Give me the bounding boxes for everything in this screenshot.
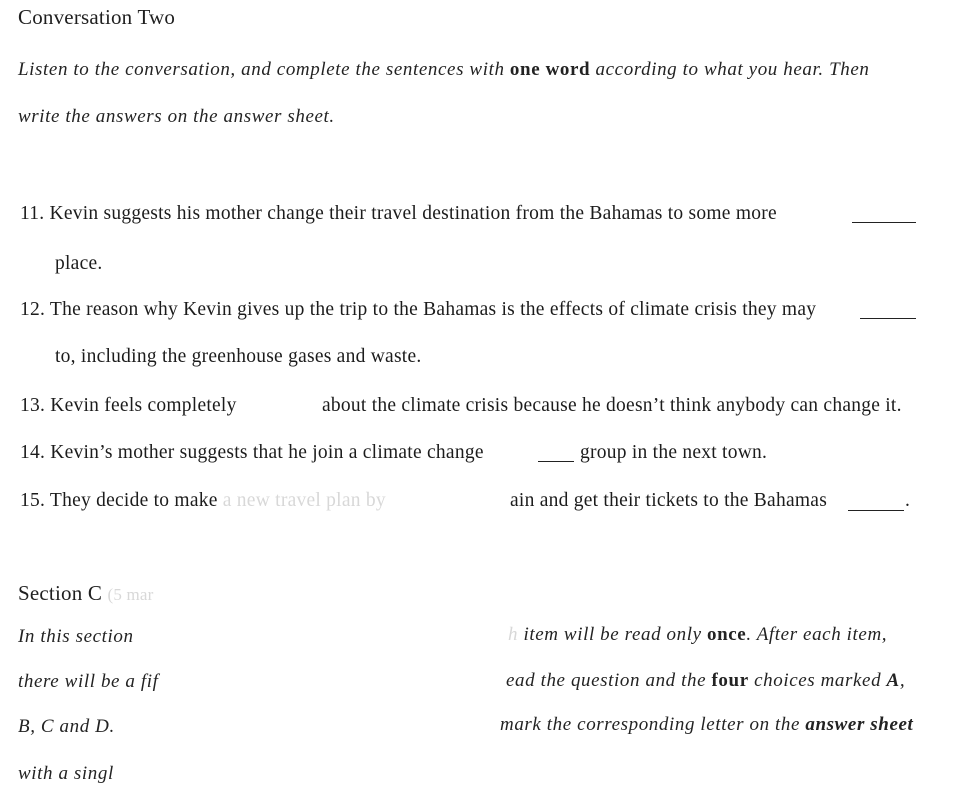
answer-blank-12[interactable] [860, 318, 916, 319]
answer-blank-14[interactable] [538, 461, 574, 462]
section-c-heading [18, 581, 154, 606]
question-12-continuation: to, including the greenhouse gases and waste. [55, 346, 422, 367]
section-c-line-2a: there will be a fif [18, 671, 159, 692]
question-text-faded: a new travel plan by [222, 490, 386, 511]
answer-blank-15[interactable] [848, 510, 904, 511]
question-13-continuation: about the climate crisis because he doesn’t think anybody can change it. [322, 395, 902, 416]
question-14-continuation: group in the next town. [580, 442, 768, 463]
section-heading: Conversation Two [18, 5, 176, 29]
question-number: 14. [20, 442, 46, 463]
section-c-line-3b [500, 714, 913, 736]
section-c-text: choices marked [748, 670, 887, 691]
instruction-line-1 [18, 59, 869, 81]
answer-blank-11[interactable] [852, 222, 916, 223]
question-13 [20, 395, 237, 417]
question-text: The reason why Kevin gives up the trip to the Bahamas is the effects of climate crisis they may [49, 299, 817, 320]
section-c-line-1b [508, 624, 887, 646]
instruction-text: according to what you hear. Then [590, 59, 870, 80]
section-c-emphasis: A [886, 670, 900, 691]
section-c-emphasis: four [711, 670, 749, 691]
question-text: Kevin suggests his mother change their travel destination from the Bahamas to some more [49, 203, 777, 224]
section-c-marks-faded: (5 mar [107, 585, 154, 604]
question-14 [20, 442, 484, 464]
instruction-line-2: write the answers on the answer sheet. [18, 106, 335, 127]
section-c-text: item will be read only [518, 624, 707, 645]
question-number: 11. [20, 203, 45, 224]
question-15-end: . [905, 490, 911, 511]
question-text: Kevin’s mother suggests that he join a climate change [50, 442, 484, 463]
question-text: They decide to make [49, 490, 218, 511]
section-c-emphasis: once [707, 624, 747, 645]
section-c-text: ead the question and the [506, 670, 712, 691]
instruction-text: Listen to the conversation, and complete the sentences with [18, 59, 510, 80]
section-c-line-2b [506, 670, 905, 692]
instruction-emphasis: one word [509, 59, 591, 80]
section-c-text: mark the corresponding letter on the [500, 714, 806, 735]
section-c-emphasis: answer sheet [805, 714, 914, 735]
question-number: 13. [20, 395, 46, 416]
section-c-line-1a: In this section [18, 626, 134, 647]
question-11-continuation: place. [55, 253, 103, 274]
question-15 [20, 490, 386, 512]
section-c-text: , [899, 670, 906, 691]
question-12 [20, 299, 816, 321]
question-number: 15. [20, 490, 46, 511]
question-text: Kevin feels completely [50, 395, 237, 416]
question-15-continuation: ain and get their tickets to the Bahamas [510, 490, 828, 511]
question-number: 12. [20, 299, 46, 320]
section-c-line-4: with a singl [18, 763, 114, 784]
section-c-line-3a: B, C and D. [18, 716, 115, 737]
question-11 [20, 203, 777, 225]
section-c-text: . After each item, [746, 624, 888, 645]
section-c-title: Section C [18, 581, 103, 605]
faded-text: h [508, 624, 519, 645]
